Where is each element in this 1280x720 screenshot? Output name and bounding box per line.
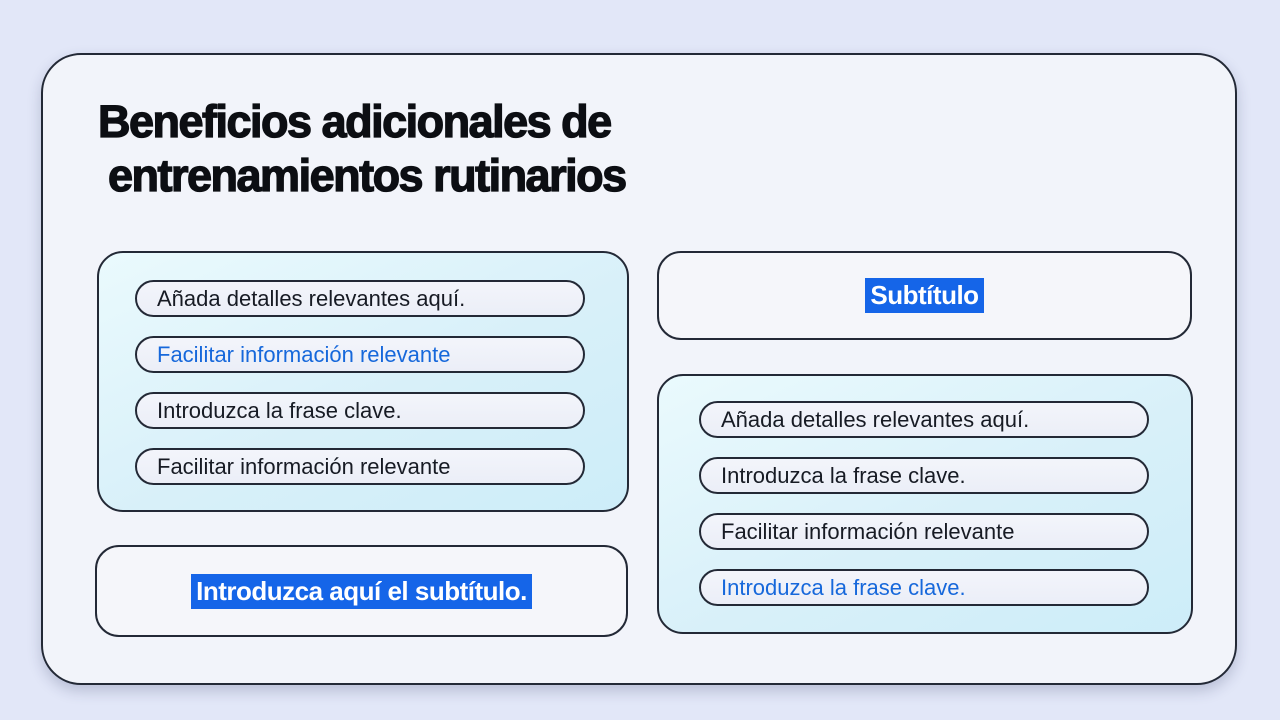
right-subtitle-box[interactable] (657, 251, 1192, 340)
placeholder-pill[interactable]: Facilitar información relevante (699, 513, 1149, 550)
placeholder-pill[interactable]: Facilitar información relevante (135, 336, 585, 373)
slide-card (41, 53, 1237, 685)
slide-title[interactable] (98, 95, 626, 203)
placeholder-pill[interactable]: Añada detalles relevantes aquí. (699, 401, 1149, 438)
placeholder-pill[interactable]: Introduzca la frase clave. (699, 569, 1149, 606)
right-bullet-panel[interactable] (657, 374, 1193, 634)
slide-title-line2: entrenamientos rutinarios (108, 150, 626, 201)
selected-text-highlight[interactable]: Introduzca aquí el subtítulo. (191, 574, 532, 609)
placeholder-pill[interactable]: Añada detalles relevantes aquí. (135, 280, 585, 317)
placeholder-pill[interactable]: Facilitar información relevante (135, 448, 585, 485)
placeholder-pill[interactable]: Introduzca la frase clave. (135, 392, 585, 429)
left-bullet-panel[interactable] (97, 251, 629, 512)
left-subtitle-box[interactable] (95, 545, 628, 637)
slide-title-line1: Beneficios adicionales de (98, 96, 611, 147)
placeholder-pill[interactable]: Introduzca la frase clave. (699, 457, 1149, 494)
selected-text-highlight[interactable]: Subtítulo (865, 278, 983, 313)
